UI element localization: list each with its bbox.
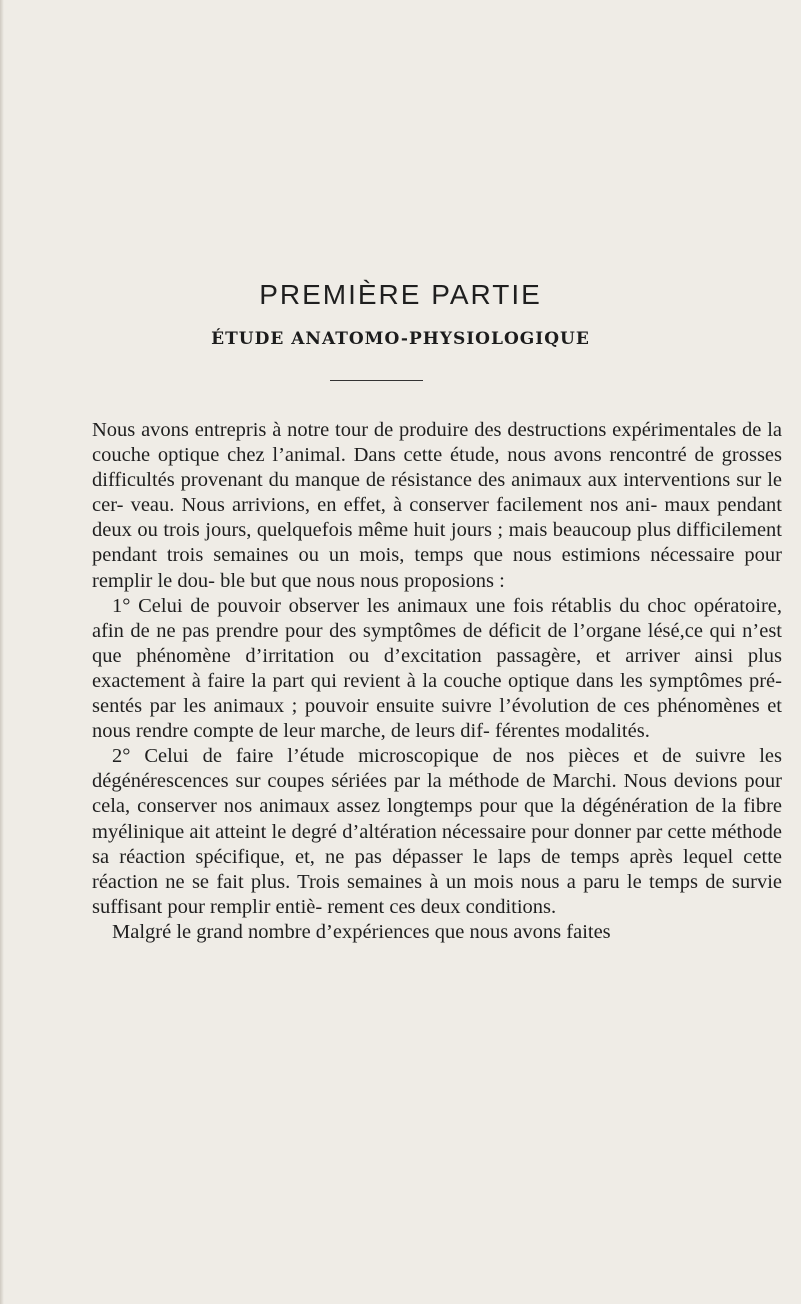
body-text <box>92 418 782 945</box>
title-divider <box>330 380 423 381</box>
paragraph-continuation: Malgré le grand nombre d’expériences que nous avons faites <box>112 920 611 943</box>
section-subtitle: ÉTUDE ANATOMO-PHYSIOLOGIQUE <box>211 329 590 349</box>
paragraph-intro: Nous avons entrepris à notre tour de produire des destructions expérimentales de la couche optique chez l’animal. Dans cette étude, nous avons rencontré de grosses difficultés provenant du manque de résistance des animaux aux interventions sur le cer- veau. Nous arrivions, en effet, à conserver facilement nos ani- maux pendant deux ou trois jours, quelquefois même huit jours ; mais beaucoup plus difficilement pendant trois semaines ou un mois, temps que nous estimions nécessaire pour remplir le dou- ble but que nous nous proposions : <box>92 419 782 592</box>
paragraph-point-2: 2° Celui de faire l’étude microscopique de nos pièces et de suivre les dégénérescences sur coupes sériées par la méthode de Marchi. Nous devions pour cela, conserver nos animaux assez longtemps pour que la dégénération de la fibre myélinique ait atteint le degré d’altération nécessaire pour donner par cette méthode sa réaction spécifique, et, ne pas dépasser le laps de temps après lequel cette réaction ne se fait plus. Trois semaines à un mois nous a paru le temps de survie suffisant pour remplir entiè- rement ces deux conditions. <box>92 745 782 918</box>
paragraph-point-1: 1° Celui de pouvoir observer les animaux une fois rétablis du choc opératoire, afin de ne pas prendre pour des symptômes de déficit de l’organe lésé,ce qui n’est que phénomène d’irritation ou d’excitation passagère, et arriver ainsi plus exactement à faire la part qui revient à la couche optique dans les symptômes pré- sentés par les animaux ; pouvoir ensuite suivre l’évolution de ces phénomènes et nous rendre compte de leur marche, de leurs dif- férentes modalités. <box>92 594 782 743</box>
page-edge <box>0 0 4 1304</box>
part-title: PREMIÈRE PARTIE <box>259 279 542 310</box>
